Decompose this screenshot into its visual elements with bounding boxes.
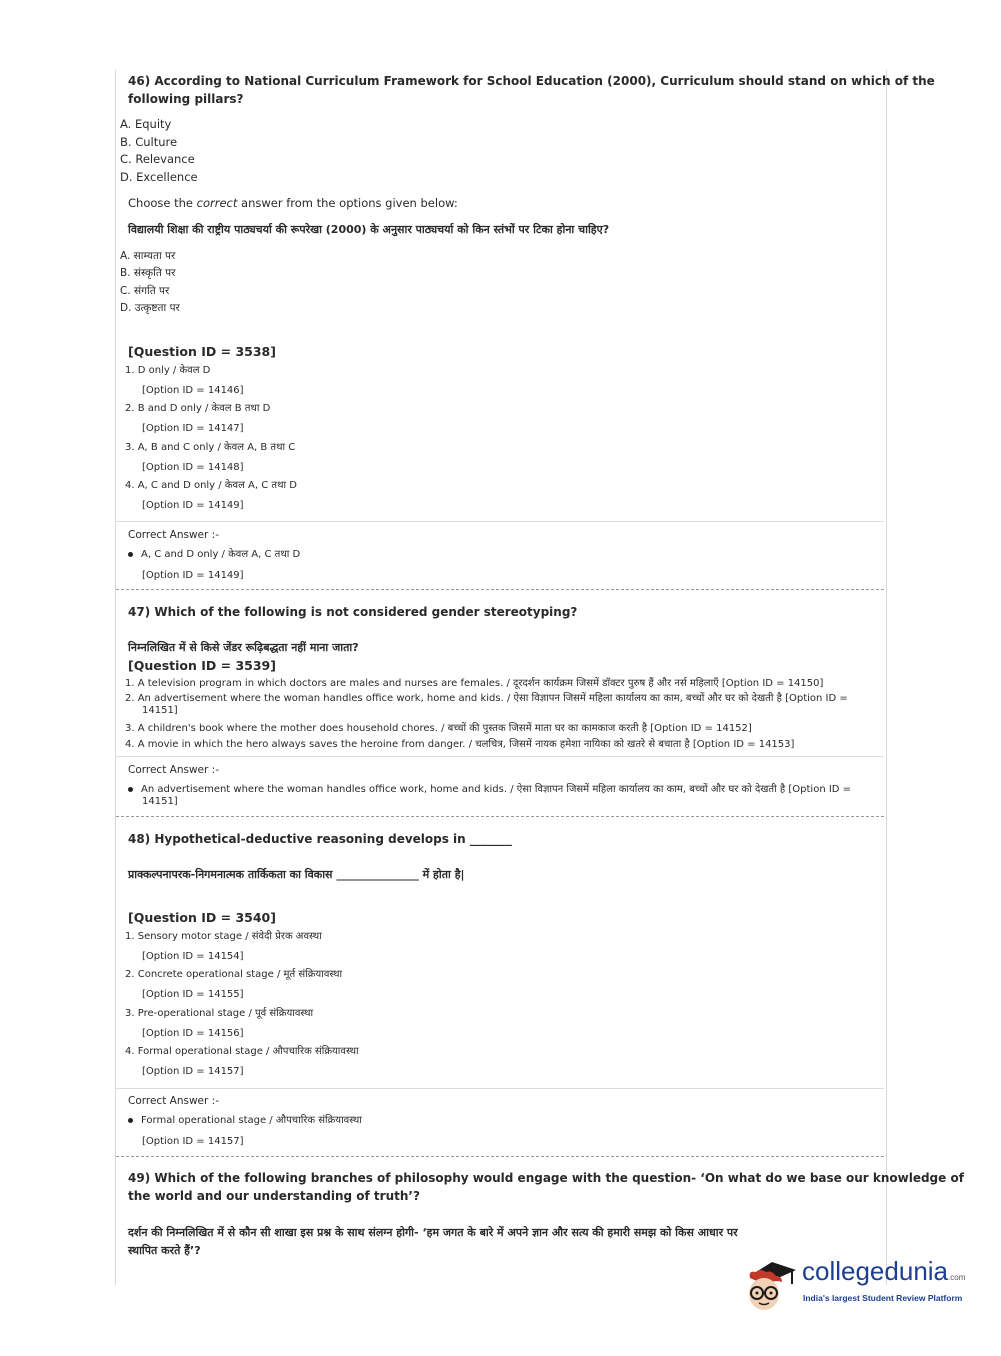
bullet-icon (128, 1118, 133, 1123)
q47-answer: 4. A movie in which the hero always saves the heroine from danger. / चलचित्र, जिसमें नायक हमेशा नायिका को खतरे से बचाता है [Option ID = 14153] (125, 739, 795, 750)
brand-tagline: India's largest Student Review Platform (803, 1293, 963, 1303)
q48-answer: 3. Pre-operational stage / पूर्व संक्रियावस्था (125, 1008, 314, 1019)
q48-option-id: [Option ID = 14157] (142, 1066, 244, 1077)
q46-title-line2: following pillars? (128, 92, 244, 106)
q46-option-id: [Option ID = 14148] (142, 462, 244, 473)
divider (116, 521, 884, 522)
q48-question-id: [Question ID = 3540] (128, 910, 276, 925)
q48-correct-option-id: [Option ID = 14157] (142, 1136, 244, 1147)
divider (116, 756, 884, 757)
q46-title-line1: 46) According to National Curriculum Framework for School Education (2000), Curriculum should stand on which of the (128, 74, 935, 88)
q47-title: 47) Which of the following is not considered gender stereotyping? (128, 605, 578, 619)
q49-title-hindi-line1: दर्शन की निम्नलिखित में से कौन सी शाखा इस प्रश्न के साथ संलग्न होगी- ‘हम जगत के बारे में अपने ज्ञान और सत्य की हमारी समझ को किस आधार पर (128, 1226, 738, 1239)
q46-correct-label: Correct Answer :- (128, 529, 219, 541)
q46-option-hi: A. साम्यता पर (120, 250, 176, 262)
q46-option-id: [Option ID = 14149] (142, 500, 244, 511)
q48-answer: 4. Formal operational stage / औपचारिक संक्रियावस्था (125, 1046, 359, 1057)
q46-option-en: C. Relevance (120, 152, 195, 166)
q46-question-id: [Question ID = 3538] (128, 344, 276, 359)
q46-option-en: D. Excellence (120, 170, 198, 184)
q47-answer: 1. A television program in which doctors are males and nurses are females. / दूरदर्शन कार्यक्रम जिसमें डॉक्टर पुरुष हैं और नर्स महिलाएँ [Option ID = 14150] (125, 678, 824, 689)
q48-answer: 2. Concrete operational stage / मूर्त संक्रियावस्था (125, 969, 343, 980)
q46-answer: 2. B and D only / केवल B तथा D (125, 403, 271, 414)
q48-option-id: [Option ID = 14156] (142, 1028, 244, 1039)
q48-option-id: [Option ID = 14154] (142, 951, 244, 962)
collegedunia-logo (742, 1250, 974, 1320)
q49-title-line2: the world and our understanding of truth’? (128, 1189, 420, 1203)
question-separator (116, 1156, 884, 1157)
q49-title-hindi-line2: स्थापित करते हैं’? (128, 1244, 201, 1257)
q48-correct-label: Correct Answer :- (128, 1095, 219, 1107)
q47-correct-answer: An advertisement where the woman handles office work, home and kids. / ऐसा विज्ञापन जिसमें महिला कार्यालय का काम, बच्चों और घर को देखती है [Option ID = (128, 781, 851, 795)
bullet-icon (128, 552, 133, 557)
q46-option-en: B. Culture (120, 135, 178, 149)
q46-choose-instruction: Choose the correct answer from the options given below: (128, 196, 458, 210)
q49-title-line1: 49) Which of the following branches of philosophy would engage with the question- ‘On what do we base our knowledge of (128, 1171, 964, 1185)
q46-correct-answer: A, C and D only / केवल A, C तथा D (128, 546, 300, 560)
q48-title: 48) Hypothetical-deductive reasoning develops in _______ (128, 832, 512, 846)
divider (116, 1088, 884, 1089)
q48-correct-answer: Formal operational stage / औपचारिक संक्रियावस्था (128, 1112, 362, 1126)
question-separator (116, 589, 884, 590)
q47-answer: 2. An advertisement where the woman handles office work, home and kids. / ऐसा विज्ञापन जिसमें महिला कार्यालय का काम, बच्चों और घर को देखती है [Option ID = (125, 693, 848, 704)
q46-option-id: [Option ID = 14146] (142, 385, 244, 396)
q46-answer: 4. A, C and D only / केवल A, C तथा D (125, 480, 297, 491)
q46-answer: 3. A, B and C only / केवल A, B तथा C (125, 442, 296, 453)
q46-option-hi: D. उत्कृष्टता पर (120, 302, 180, 314)
q46-answer: 1. D only / केवल D (125, 365, 211, 376)
student-mascot-icon (742, 1250, 802, 1314)
question-separator (116, 816, 884, 817)
q48-option-id: [Option ID = 14155] (142, 989, 244, 1000)
q48-answer: 1. Sensory motor stage / संवेदी प्रेरक अवस्था (125, 931, 322, 942)
brand-name: collegedunia.com (802, 1256, 966, 1286)
q47-answer: 14151] (142, 705, 178, 716)
q47-title-hindi: निम्नलिखित में से किसे जेंडर रूढ़िबद्धता नहीं माना जाता? (128, 641, 359, 654)
q46-correct-option-id: [Option ID = 14149] (142, 570, 244, 581)
q46-option-id: [Option ID = 14147] (142, 423, 244, 434)
q46-option-en: A. Equity (120, 117, 172, 131)
q47-question-id: [Question ID = 3539] (128, 658, 276, 673)
q47-correct-answer-cont: 14151] (142, 796, 178, 807)
q47-answer: 3. A children's book where the mother does household chores. / बच्चों की पुस्तक जिसमें माता घर का कामकाज करती है [Option ID = 14152] (125, 723, 752, 734)
bullet-icon (128, 787, 133, 792)
q48-title-hindi: प्राक्कल्पनापरक-निगमनात्मक तार्किकता का विकास _______________ में होता है| (128, 868, 465, 881)
q46-option-hi: B. संस्कृति पर (120, 267, 176, 279)
q47-correct-label: Correct Answer :- (128, 764, 219, 776)
q46-option-hi: C. संगति पर (120, 285, 170, 297)
q46-title-hindi: विद्यालयी शिक्षा की राष्ट्रीय पाठ्यचर्या की रूपरेखा (2000) के अनुसार पाठ्यचर्या को किन स्तंभों पर टिका होना चाहिए? (128, 223, 610, 236)
